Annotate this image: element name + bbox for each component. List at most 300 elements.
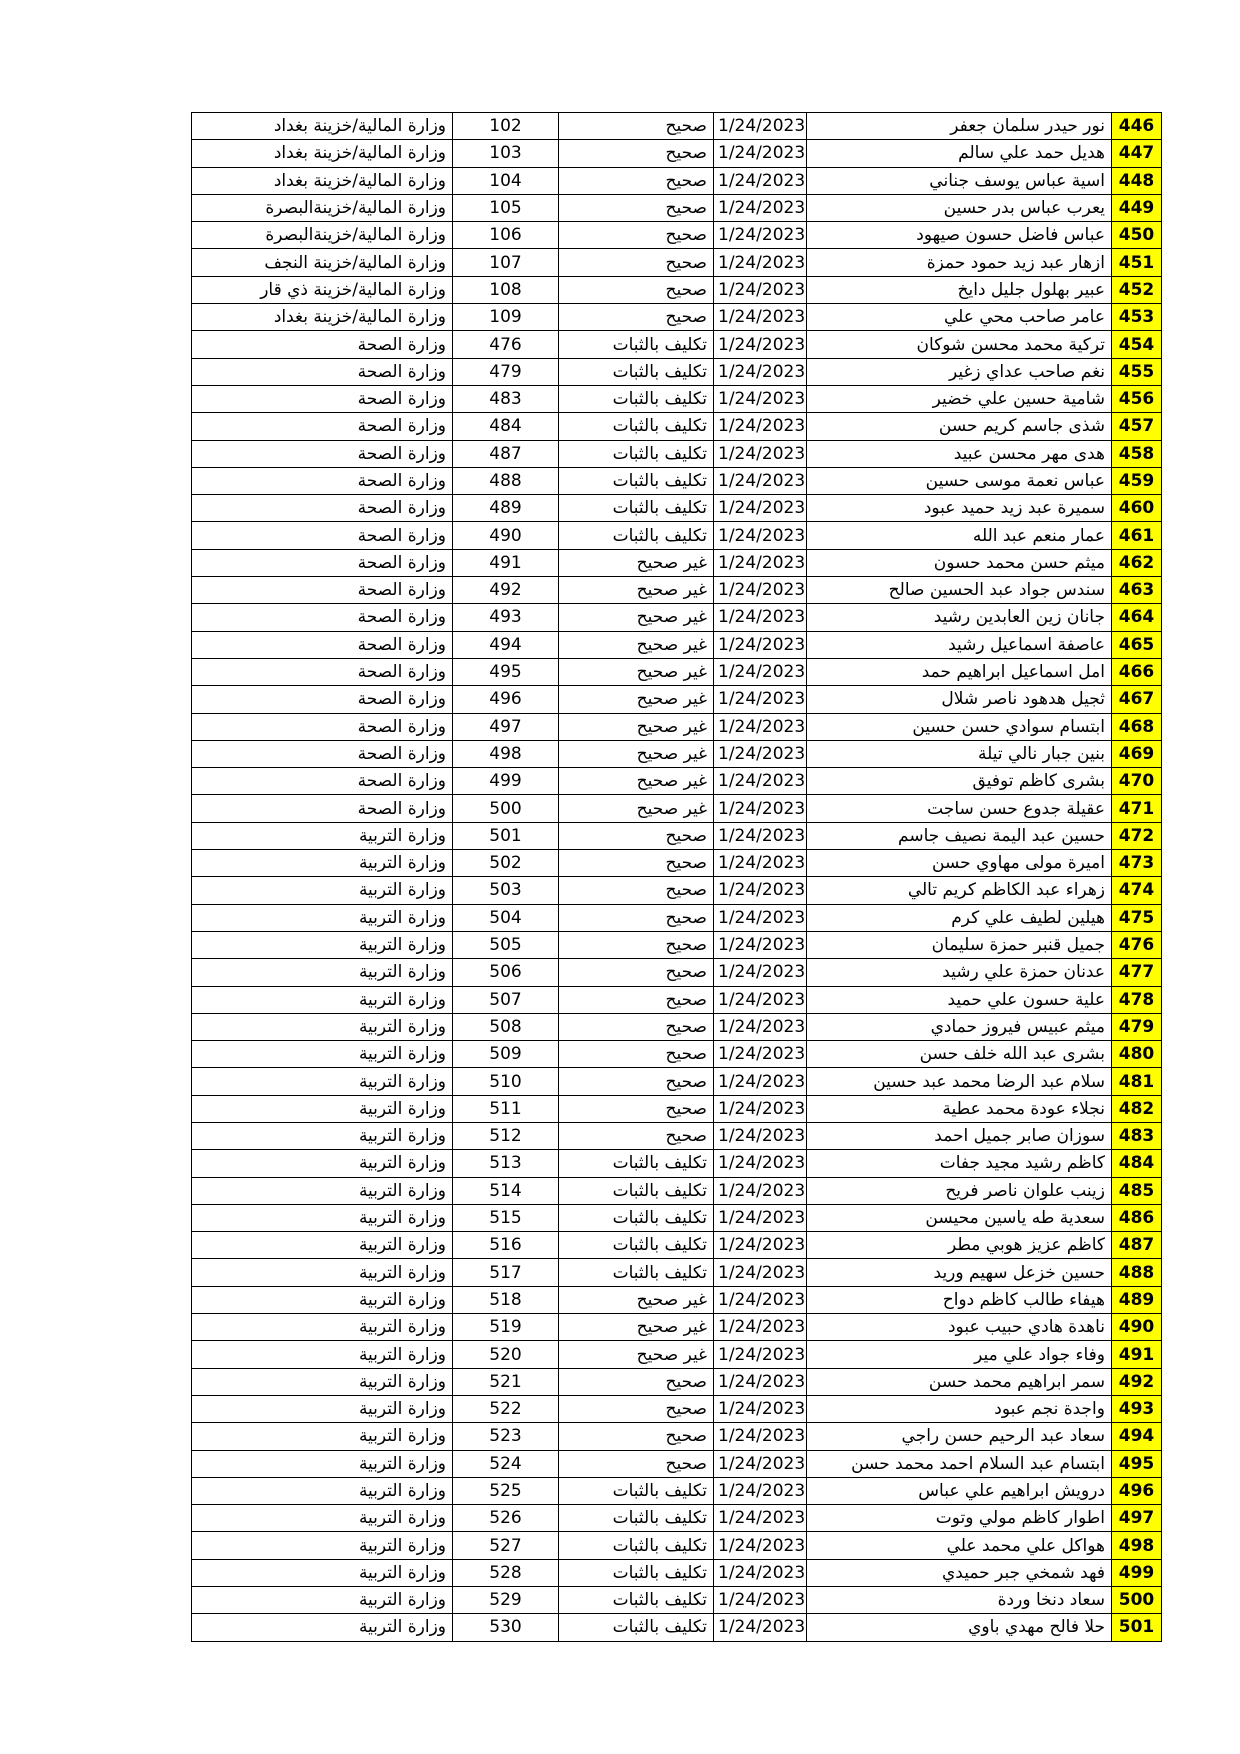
table-row (192, 1286, 1162, 1313)
table-row (192, 113, 1162, 140)
date-cell: 1/24/2023 (714, 604, 807, 631)
code-cell: 516 (453, 1232, 559, 1259)
ministry-cell: وزارة الصحة (192, 740, 453, 767)
ministry-cell: وزارة الصحة (192, 331, 453, 358)
status-cell: تكليف بالثبات (559, 1559, 714, 1586)
row-number-cell: 446 (1112, 113, 1162, 140)
date-cell: 1/24/2023 (714, 1505, 807, 1532)
status-cell: تكليف بالثبات (559, 413, 714, 440)
ministry-cell: وزارة التربية (192, 850, 453, 877)
code-cell: 102 (453, 113, 559, 140)
status-cell: صحيح (559, 1450, 714, 1477)
ministry-cell: وزارة الصحة (192, 631, 453, 658)
table-row (192, 604, 1162, 631)
table-row (192, 959, 1162, 986)
table-row (192, 167, 1162, 194)
ministry-cell: وزارة التربية (192, 931, 453, 958)
ministry-cell: وزارة الصحة (192, 768, 453, 795)
records-table-body (192, 113, 1162, 1642)
code-cell: 507 (453, 986, 559, 1013)
date-cell: 1/24/2023 (714, 304, 807, 331)
ministry-cell: وزارة المالية/خزينة النجف (192, 249, 453, 276)
code-cell: 529 (453, 1587, 559, 1614)
status-cell: تكليف بالثبات (559, 440, 714, 467)
table-row (192, 1204, 1162, 1231)
status-cell: صحيح (559, 1395, 714, 1422)
ministry-cell: وزارة التربية (192, 1068, 453, 1095)
row-number-cell: 490 (1112, 1314, 1162, 1341)
date-cell: 1/24/2023 (714, 522, 807, 549)
name-cell: جانان زين العابدين رشيد (807, 604, 1112, 631)
status-cell: صحيح (559, 194, 714, 221)
date-cell: 1/24/2023 (714, 467, 807, 494)
ministry-cell: وزارة المالية/خزينة ذي قار (192, 276, 453, 303)
code-cell: 109 (453, 304, 559, 331)
code-cell: 497 (453, 713, 559, 740)
ministry-cell: وزارة الصحة (192, 658, 453, 685)
status-cell: غير صحيح (559, 1314, 714, 1341)
name-cell: ناهدة هادي حبيب عبود (807, 1314, 1112, 1341)
code-cell: 476 (453, 331, 559, 358)
code-cell: 506 (453, 959, 559, 986)
ministry-cell: وزارة المالية/خزينة بغداد (192, 304, 453, 331)
code-cell: 517 (453, 1259, 559, 1286)
ministry-cell: وزارة التربية (192, 1341, 453, 1368)
code-cell: 521 (453, 1368, 559, 1395)
row-number-cell: 497 (1112, 1505, 1162, 1532)
code-cell: 525 (453, 1477, 559, 1504)
name-cell: سعاد دنخا وردة (807, 1587, 1112, 1614)
status-cell: صحيح (559, 249, 714, 276)
date-cell: 1/24/2023 (714, 1095, 807, 1122)
date-cell: 1/24/2023 (714, 167, 807, 194)
ministry-cell: وزارة التربية (192, 1587, 453, 1614)
row-number-cell: 473 (1112, 850, 1162, 877)
status-cell: صحيح (559, 167, 714, 194)
status-cell: صحيح (559, 1423, 714, 1450)
status-cell: تكليف بالثبات (559, 1150, 714, 1177)
status-cell: غير صحيح (559, 795, 714, 822)
date-cell: 1/24/2023 (714, 1587, 807, 1614)
status-cell: صحيح (559, 113, 714, 140)
date-cell: 1/24/2023 (714, 1286, 807, 1313)
table-row (192, 276, 1162, 303)
date-cell: 1/24/2023 (714, 1013, 807, 1040)
table-row (192, 1587, 1162, 1614)
code-cell: 513 (453, 1150, 559, 1177)
row-number-cell: 501 (1112, 1614, 1162, 1641)
ministry-cell: وزارة الصحة (192, 549, 453, 576)
row-number-cell: 461 (1112, 522, 1162, 549)
status-cell: تكليف بالثبات (559, 1232, 714, 1259)
table-row (192, 1450, 1162, 1477)
date-cell: 1/24/2023 (714, 713, 807, 740)
name-cell: امل اسماعيل ابراهيم حمد (807, 658, 1112, 685)
table-row (192, 1559, 1162, 1586)
ministry-cell: وزارة الصحة (192, 385, 453, 412)
code-cell: 496 (453, 686, 559, 713)
date-cell: 1/24/2023 (714, 440, 807, 467)
code-cell: 514 (453, 1177, 559, 1204)
table-row (192, 1041, 1162, 1068)
name-cell: عباس فاضل حسون صيهود (807, 222, 1112, 249)
table-row (192, 1532, 1162, 1559)
code-cell: 495 (453, 658, 559, 685)
table-row (192, 1314, 1162, 1341)
status-cell: تكليف بالثبات (559, 331, 714, 358)
code-cell: 512 (453, 1122, 559, 1149)
row-number-cell: 471 (1112, 795, 1162, 822)
row-number-cell: 489 (1112, 1286, 1162, 1313)
date-cell: 1/24/2023 (714, 1122, 807, 1149)
name-cell: عاصفة اسماعيل رشيد (807, 631, 1112, 658)
row-number-cell: 459 (1112, 467, 1162, 494)
date-cell: 1/24/2023 (714, 1232, 807, 1259)
date-cell: 1/24/2023 (714, 358, 807, 385)
ministry-cell: وزارة الصحة (192, 522, 453, 549)
name-cell: سوزان صابر جميل احمد (807, 1122, 1112, 1149)
ministry-cell: وزارة التربية (192, 1095, 453, 1122)
code-cell: 498 (453, 740, 559, 767)
table-row (192, 577, 1162, 604)
name-cell: علية حسون علي حميد (807, 986, 1112, 1013)
table-row (192, 1122, 1162, 1149)
status-cell: صحيح (559, 276, 714, 303)
status-cell: صحيح (559, 1095, 714, 1122)
name-cell: هيفاء طالب كاظم دواح (807, 1286, 1112, 1313)
status-cell: غير صحيح (559, 686, 714, 713)
ministry-cell: وزارة الصحة (192, 686, 453, 713)
status-cell: تكليف بالثبات (559, 1505, 714, 1532)
name-cell: ميثم حسن محمد حسون (807, 549, 1112, 576)
row-number-cell: 453 (1112, 304, 1162, 331)
date-cell: 1/24/2023 (714, 850, 807, 877)
name-cell: تركية محمد محسن شوكان (807, 331, 1112, 358)
row-number-cell: 470 (1112, 768, 1162, 795)
row-number-cell: 464 (1112, 604, 1162, 631)
row-number-cell: 478 (1112, 986, 1162, 1013)
code-cell: 487 (453, 440, 559, 467)
date-cell: 1/24/2023 (714, 1450, 807, 1477)
name-cell: بشرى كاظم توفيق (807, 768, 1112, 795)
row-number-cell: 494 (1112, 1423, 1162, 1450)
status-cell: غير صحيح (559, 1341, 714, 1368)
ministry-cell: وزارة الصحة (192, 713, 453, 740)
row-number-cell: 448 (1112, 167, 1162, 194)
ministry-cell: وزارة المالية/خزينةالبصرة (192, 222, 453, 249)
ministry-cell: وزارة التربية (192, 1150, 453, 1177)
table-row (192, 1477, 1162, 1504)
row-number-cell: 479 (1112, 1013, 1162, 1040)
ministry-cell: وزارة المالية/خزينة بغداد (192, 167, 453, 194)
table-row (192, 931, 1162, 958)
code-cell: 504 (453, 904, 559, 931)
status-cell: تكليف بالثبات (559, 1532, 714, 1559)
row-number-cell: 496 (1112, 1477, 1162, 1504)
date-cell: 1/24/2023 (714, 931, 807, 958)
date-cell: 1/24/2023 (714, 1532, 807, 1559)
table-row (192, 822, 1162, 849)
code-cell: 511 (453, 1095, 559, 1122)
date-cell: 1/24/2023 (714, 140, 807, 167)
row-number-cell: 500 (1112, 1587, 1162, 1614)
code-cell: 489 (453, 495, 559, 522)
name-cell: اطوار كاظم مولي وتوت (807, 1505, 1112, 1532)
name-cell: زينب علوان ناصر فريح (807, 1177, 1112, 1204)
status-cell: غير صحيح (559, 577, 714, 604)
date-cell: 1/24/2023 (714, 658, 807, 685)
ministry-cell: وزارة الصحة (192, 413, 453, 440)
name-cell: حسين خزعل سهيم وريد (807, 1259, 1112, 1286)
status-cell: غير صحيح (559, 740, 714, 767)
name-cell: ثجيل هدهود ناصر شلال (807, 686, 1112, 713)
code-cell: 519 (453, 1314, 559, 1341)
name-cell: كاظم رشيد مجيد جفات (807, 1150, 1112, 1177)
row-number-cell: 452 (1112, 276, 1162, 303)
table-row (192, 1395, 1162, 1422)
date-cell: 1/24/2023 (714, 413, 807, 440)
name-cell: اميرة مولى مهاوي حسن (807, 850, 1112, 877)
name-cell: عقيلة جدوع حسن ساجت (807, 795, 1112, 822)
status-cell: تكليف بالثبات (559, 1177, 714, 1204)
status-cell: تكليف بالثبات (559, 467, 714, 494)
ministry-cell: وزارة التربية (192, 1450, 453, 1477)
status-cell: غير صحيح (559, 658, 714, 685)
ministry-cell: وزارة التربية (192, 904, 453, 931)
status-cell: تكليف بالثبات (559, 495, 714, 522)
code-cell: 108 (453, 276, 559, 303)
code-cell: 488 (453, 467, 559, 494)
table-row (192, 713, 1162, 740)
row-number-cell: 460 (1112, 495, 1162, 522)
table-row (192, 495, 1162, 522)
table-row (192, 1232, 1162, 1259)
date-cell: 1/24/2023 (714, 1314, 807, 1341)
code-cell: 510 (453, 1068, 559, 1095)
table-row (192, 740, 1162, 767)
name-cell: سندس جواد عبد الحسين صالح (807, 577, 1112, 604)
date-cell: 1/24/2023 (714, 276, 807, 303)
code-cell: 105 (453, 194, 559, 221)
code-cell: 520 (453, 1341, 559, 1368)
date-cell: 1/24/2023 (714, 795, 807, 822)
ministry-cell: وزارة الصحة (192, 795, 453, 822)
row-number-cell: 495 (1112, 1450, 1162, 1477)
row-number-cell: 458 (1112, 440, 1162, 467)
code-cell: 106 (453, 222, 559, 249)
row-number-cell: 474 (1112, 877, 1162, 904)
status-cell: صحيح (559, 931, 714, 958)
row-number-cell: 493 (1112, 1395, 1162, 1422)
table-row (192, 304, 1162, 331)
row-number-cell: 476 (1112, 931, 1162, 958)
row-number-cell: 499 (1112, 1559, 1162, 1586)
code-cell: 527 (453, 1532, 559, 1559)
ministry-cell: وزارة الصحة (192, 467, 453, 494)
ministry-cell: وزارة التربية (192, 1259, 453, 1286)
ministry-cell: وزارة التربية (192, 1395, 453, 1422)
status-cell: غير صحيح (559, 549, 714, 576)
name-cell: يعرب عباس بدر حسين (807, 194, 1112, 221)
row-number-cell: 483 (1112, 1122, 1162, 1149)
code-cell: 103 (453, 140, 559, 167)
date-cell: 1/24/2023 (714, 1559, 807, 1586)
date-cell: 1/24/2023 (714, 1368, 807, 1395)
code-cell: 523 (453, 1423, 559, 1450)
name-cell: زهراء عبد الكاظم كريم تالي (807, 877, 1112, 904)
name-cell: هواكل علي محمد علي (807, 1532, 1112, 1559)
row-number-cell: 487 (1112, 1232, 1162, 1259)
status-cell: صحيح (559, 959, 714, 986)
status-cell: صحيح (559, 1068, 714, 1095)
date-cell: 1/24/2023 (714, 740, 807, 767)
code-cell: 107 (453, 249, 559, 276)
table-row (192, 549, 1162, 576)
name-cell: عبير بهلول جليل دايخ (807, 276, 1112, 303)
ministry-cell: وزارة الصحة (192, 604, 453, 631)
row-number-cell: 492 (1112, 1368, 1162, 1395)
ministry-cell: وزارة الصحة (192, 358, 453, 385)
code-cell: 501 (453, 822, 559, 849)
status-cell: غير صحيح (559, 631, 714, 658)
code-cell: 494 (453, 631, 559, 658)
date-cell: 1/24/2023 (714, 385, 807, 412)
date-cell: 1/24/2023 (714, 495, 807, 522)
status-cell: غير صحيح (559, 604, 714, 631)
ministry-cell: وزارة التربية (192, 1614, 453, 1641)
date-cell: 1/24/2023 (714, 959, 807, 986)
row-number-cell: 450 (1112, 222, 1162, 249)
code-cell: 509 (453, 1041, 559, 1068)
table-row (192, 850, 1162, 877)
row-number-cell: 449 (1112, 194, 1162, 221)
row-number-cell: 447 (1112, 140, 1162, 167)
row-number-cell: 469 (1112, 740, 1162, 767)
date-cell: 1/24/2023 (714, 877, 807, 904)
row-number-cell: 468 (1112, 713, 1162, 740)
name-cell: هيلين لطيف علي كرم (807, 904, 1112, 931)
status-cell: صحيح (559, 904, 714, 931)
table-row (192, 140, 1162, 167)
row-number-cell: 480 (1112, 1041, 1162, 1068)
table-row (192, 1259, 1162, 1286)
status-cell: تكليف بالثبات (559, 1477, 714, 1504)
date-cell: 1/24/2023 (714, 222, 807, 249)
date-cell: 1/24/2023 (714, 1423, 807, 1450)
table-row (192, 631, 1162, 658)
date-cell: 1/24/2023 (714, 1395, 807, 1422)
date-cell: 1/24/2023 (714, 986, 807, 1013)
status-cell: غير صحيح (559, 768, 714, 795)
row-number-cell: 482 (1112, 1095, 1162, 1122)
date-cell: 1/24/2023 (714, 194, 807, 221)
name-cell: بنين جبار نالي تيلة (807, 740, 1112, 767)
name-cell: عمار منعم عبد الله (807, 522, 1112, 549)
name-cell: هدى مهر محسن عبيد (807, 440, 1112, 467)
status-cell: غير صحيح (559, 713, 714, 740)
table-row (192, 1177, 1162, 1204)
code-cell: 104 (453, 167, 559, 194)
code-cell: 522 (453, 1395, 559, 1422)
table-row (192, 1013, 1162, 1040)
table-row (192, 1150, 1162, 1177)
status-cell: تكليف بالثبات (559, 1587, 714, 1614)
ministry-cell: وزارة التربية (192, 1314, 453, 1341)
code-cell: 479 (453, 358, 559, 385)
status-cell: صحيح (559, 140, 714, 167)
code-cell: 503 (453, 877, 559, 904)
name-cell: ابتسام سوادي حسن حسين (807, 713, 1112, 740)
row-number-cell: 454 (1112, 331, 1162, 358)
row-number-cell: 451 (1112, 249, 1162, 276)
ministry-cell: وزارة الصحة (192, 440, 453, 467)
date-cell: 1/24/2023 (714, 686, 807, 713)
name-cell: شامية حسين علي خضير (807, 385, 1112, 412)
table-row (192, 1068, 1162, 1095)
row-number-cell: 462 (1112, 549, 1162, 576)
name-cell: نور حيدر سلمان جعفر (807, 113, 1112, 140)
ministry-cell: وزارة التربية (192, 959, 453, 986)
date-cell: 1/24/2023 (714, 631, 807, 658)
date-cell: 1/24/2023 (714, 1041, 807, 1068)
ministry-cell: وزارة التربية (192, 822, 453, 849)
table-row (192, 1095, 1162, 1122)
row-number-cell: 484 (1112, 1150, 1162, 1177)
table-row (192, 1368, 1162, 1395)
status-cell: صحيح (559, 1041, 714, 1068)
code-cell: 505 (453, 931, 559, 958)
table-row (192, 194, 1162, 221)
date-cell: 1/24/2023 (714, 549, 807, 576)
table-row (192, 467, 1162, 494)
name-cell: حسين عبد اليمة نصيف جاسم (807, 822, 1112, 849)
status-cell: صحيح (559, 1122, 714, 1149)
name-cell: عامر صاحب محي علي (807, 304, 1112, 331)
name-cell: سميرة عبد زيد حميد عبود (807, 495, 1112, 522)
date-cell: 1/24/2023 (714, 1341, 807, 1368)
row-number-cell: 491 (1112, 1341, 1162, 1368)
status-cell: تكليف بالثبات (559, 1204, 714, 1231)
table-row (192, 658, 1162, 685)
name-cell: بشرى عبد الله خلف حسن (807, 1041, 1112, 1068)
table-row (192, 358, 1162, 385)
name-cell: ابتسام عبد السلام احمد محمد حسن (807, 1450, 1112, 1477)
row-number-cell: 466 (1112, 658, 1162, 685)
table-row (192, 331, 1162, 358)
status-cell: صحيح (559, 850, 714, 877)
status-cell: صحيح (559, 1368, 714, 1395)
name-cell: عدنان حمزة علي رشيد (807, 959, 1112, 986)
row-number-cell: 455 (1112, 358, 1162, 385)
status-cell: صحيح (559, 877, 714, 904)
row-number-cell: 477 (1112, 959, 1162, 986)
code-cell: 492 (453, 577, 559, 604)
status-cell: صحيح (559, 1013, 714, 1040)
table-row (192, 768, 1162, 795)
table-row (192, 686, 1162, 713)
ministry-cell: وزارة التربية (192, 1559, 453, 1586)
ministry-cell: وزارة التربية (192, 1041, 453, 1068)
date-cell: 1/24/2023 (714, 1259, 807, 1286)
code-cell: 493 (453, 604, 559, 631)
table-row (192, 222, 1162, 249)
name-cell: عباس نعمة موسى حسين (807, 467, 1112, 494)
ministry-cell: وزارة التربية (192, 1204, 453, 1231)
date-cell: 1/24/2023 (714, 113, 807, 140)
ministry-cell: وزارة المالية/خزينة بغداد (192, 140, 453, 167)
code-cell: 515 (453, 1204, 559, 1231)
ministry-cell: وزارة التربية (192, 1232, 453, 1259)
